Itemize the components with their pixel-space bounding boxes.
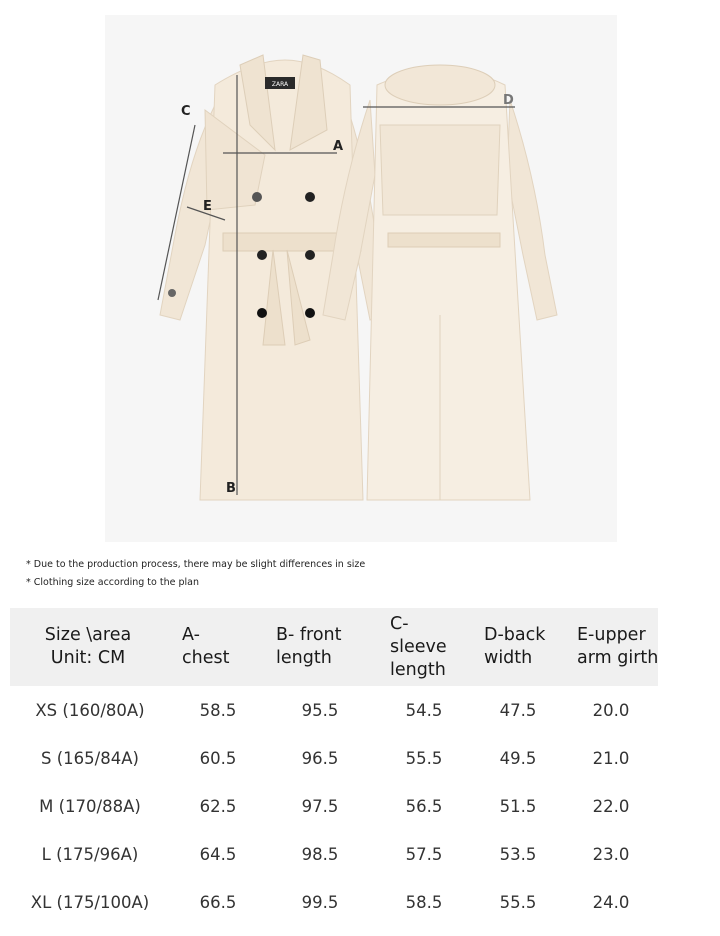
label-e: E bbox=[203, 199, 212, 214]
cell-front-length: 99.5 bbox=[301, 892, 339, 912]
trench-coat-diagram bbox=[105, 15, 617, 542]
note-size-plan: * Clothing size according to the plan bbox=[26, 577, 199, 588]
table-header bbox=[10, 608, 658, 686]
cell-back-width: 55.5 bbox=[499, 892, 537, 912]
table-row bbox=[10, 734, 670, 782]
cell-back-width: 51.5 bbox=[499, 796, 537, 816]
header-back-width: D-back width bbox=[484, 625, 546, 668]
cell-chest: 66.5 bbox=[199, 892, 237, 912]
note-size-difference: * Due to the production process, there may be slight differences in size bbox=[26, 559, 366, 570]
label-c: C bbox=[181, 104, 191, 119]
cell-sleeve-length: 55.5 bbox=[405, 748, 443, 768]
cell-back-width: 47.5 bbox=[499, 700, 537, 720]
cell-sleeve-length: 56.5 bbox=[405, 796, 443, 816]
table-row bbox=[10, 782, 670, 830]
header-chest: A- chest bbox=[182, 625, 230, 668]
table-row bbox=[10, 878, 670, 926]
cell-front-length: 97.5 bbox=[301, 796, 339, 816]
cell-sleeve-length: 58.5 bbox=[405, 892, 443, 912]
label-b: B bbox=[226, 481, 236, 496]
brand-tag: ZARA bbox=[271, 81, 289, 88]
cell-chest: 60.5 bbox=[199, 748, 237, 768]
cell-upper-arm-girth: 20.0 bbox=[592, 700, 630, 720]
cell-back-width: 49.5 bbox=[499, 748, 537, 768]
product-image bbox=[105, 15, 617, 542]
cell-size: XS (160/80A) bbox=[35, 700, 145, 720]
cell-chest: 64.5 bbox=[199, 844, 237, 864]
table-row bbox=[10, 686, 670, 734]
size-notes bbox=[26, 556, 365, 592]
label-a: A bbox=[333, 139, 344, 154]
cell-size: S (165/84A) bbox=[41, 748, 139, 768]
header-upper-arm-girth: E-upper arm girth bbox=[577, 625, 659, 668]
cell-front-length: 98.5 bbox=[301, 844, 339, 864]
cell-back-width: 53.5 bbox=[499, 844, 537, 864]
header-size: Size \area Unit: CM bbox=[44, 625, 132, 668]
cell-front-length: 96.5 bbox=[301, 748, 339, 768]
label-d: D bbox=[503, 93, 514, 108]
cell-size: M (170/88A) bbox=[39, 796, 141, 816]
cell-front-length: 95.5 bbox=[301, 700, 339, 720]
cell-upper-arm-girth: 21.0 bbox=[592, 748, 630, 768]
cell-sleeve-length: 54.5 bbox=[405, 700, 443, 720]
cell-upper-arm-girth: 24.0 bbox=[592, 892, 630, 912]
cell-upper-arm-girth: 23.0 bbox=[592, 844, 630, 864]
cell-size: L (175/96A) bbox=[41, 844, 139, 864]
header-front-length: B- front length bbox=[276, 625, 342, 668]
cell-sleeve-length: 57.5 bbox=[405, 844, 443, 864]
table-row bbox=[10, 830, 670, 878]
size-table bbox=[10, 608, 670, 926]
cell-chest: 58.5 bbox=[199, 700, 237, 720]
cell-chest: 62.5 bbox=[199, 796, 237, 816]
cell-size: XL (175/100A) bbox=[30, 892, 150, 912]
header-sleeve-length: C- sleeve length bbox=[390, 613, 447, 680]
cell-upper-arm-girth: 22.0 bbox=[592, 796, 630, 816]
